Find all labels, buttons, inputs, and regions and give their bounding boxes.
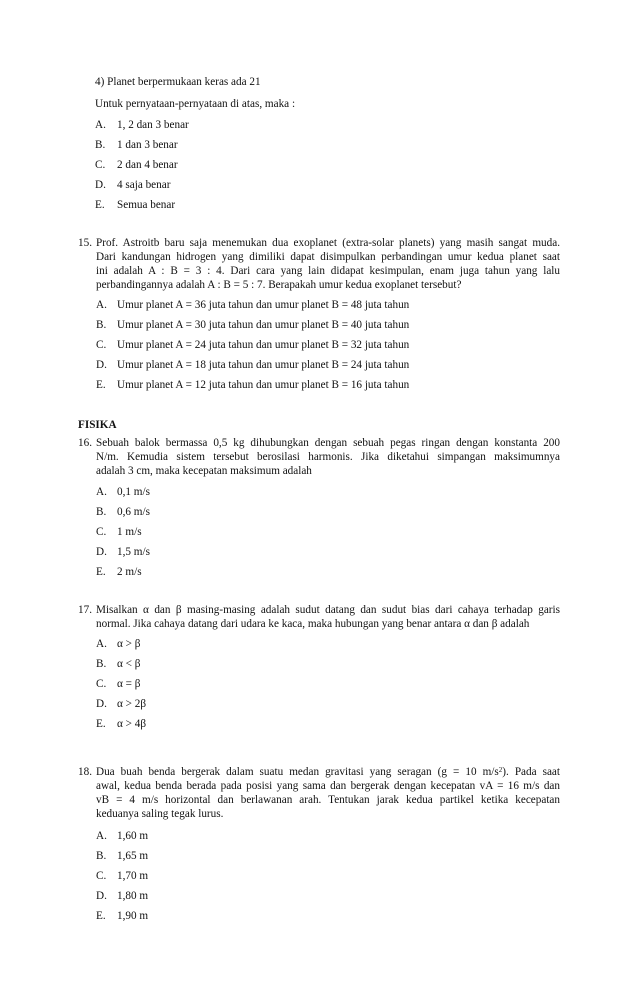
q15-option-c-letter: C. xyxy=(96,339,107,351)
q15-text-line-1: Prof. Astroitb baru saja menemukan dua exoplanet (extra-solar planets) yang masih sangat muda. xyxy=(96,237,560,249)
q16-text-line-1: Sebuah balok bermassa 0,5 kg dihubungkan dengan sebuah pegas ringan dengan konstanta 200 xyxy=(96,437,560,449)
q18-text-line-1 xyxy=(96,765,560,779)
q18-option-c-letter: C. xyxy=(96,870,107,882)
q17-option-e-text: α > 4β xyxy=(117,718,147,730)
q14-option-d-letter: D. xyxy=(95,179,106,191)
q17-option-a-text: α > β xyxy=(117,638,141,650)
q17-option-b-letter: B. xyxy=(96,658,107,670)
q15-option-a-letter: A. xyxy=(96,299,107,311)
q15-option-b-text: Umur planet A = 30 juta tahun dan umur planet B = 40 juta tahun xyxy=(117,319,410,331)
q18-option-d-text: 1,80 m xyxy=(117,890,149,902)
q18-option-c-text: 1,70 m xyxy=(117,870,149,882)
q14-option-c-text: 2 dan 4 benar xyxy=(117,159,178,171)
q14-option-b-text: 1 dan 3 benar xyxy=(117,139,178,151)
q15-option-a-text: Umur planet A = 36 juta tahun dan umur planet B = 48 juta tahun xyxy=(117,299,410,311)
q18-option-a-letter: A. xyxy=(96,830,107,842)
q16-option-d-letter: D. xyxy=(96,546,107,558)
q16-text-line-2: N/m. Kemudia sistem tersebut berosilasi harmonis. Jika diketahui simpangan maksimumnya xyxy=(96,451,560,463)
q16-option-d-text: 1,5 m/s xyxy=(117,546,150,558)
q18-option-a-text: 1,60 m xyxy=(117,830,149,842)
section-heading-fisika: FISIKA xyxy=(78,419,117,431)
q17-text-line-1: Misalkan α dan β masing-masing adalah sudut datang dan sudut bias dari cahaya terhadap garis xyxy=(96,604,560,616)
q16-option-b-letter: B. xyxy=(96,506,107,518)
q15-option-e-letter: E. xyxy=(96,379,106,391)
q15-option-d-letter: D. xyxy=(96,359,107,371)
q17-option-c-letter: C. xyxy=(96,678,107,690)
q17-option-e-letter: E. xyxy=(96,718,106,730)
q17-option-b-text: α < β xyxy=(117,658,141,670)
q15-option-b-letter: B. xyxy=(96,319,107,331)
q14-option-a-text: 1, 2 dan 3 benar xyxy=(117,119,189,131)
q17-option-a-letter: A. xyxy=(96,638,107,650)
q18-line1-pre: Dua buah benda bergerak dalam suatu medan gravitasi yang seragan (g = 10 m/s xyxy=(96,766,499,778)
q18-option-e-text: 1,90 m xyxy=(117,910,149,922)
q14-option-d-text: 4 saja benar xyxy=(117,179,171,191)
q14-option-a-letter: A. xyxy=(95,119,106,131)
q14-option-b-letter: B. xyxy=(95,139,106,151)
q16-text-line-3: adalah 3 cm, maka kecepatan maksimum adalah xyxy=(96,465,312,477)
q16-option-e-letter: E. xyxy=(96,566,106,578)
q15-text-line-3: ini adalah A : B = 3 : 4. Dari cara yang lain didapat kesimpulan, enam juga tahun yang lalu xyxy=(96,265,560,277)
q16-number: 16. xyxy=(78,437,92,449)
q17-text-line-2: normal. Jika cahaya datang dari udara ke kaca, maka hubungan yang benar antara α dan β adalah xyxy=(96,618,530,630)
q17-number: 17. xyxy=(78,604,92,616)
q16-option-e-text: 2 m/s xyxy=(117,566,142,578)
q16-option-b-text: 0,6 m/s xyxy=(117,506,150,518)
q14-option-e-letter: E. xyxy=(95,199,105,211)
q16-option-c-letter: C. xyxy=(96,526,107,538)
q15-option-d-text: Umur planet A = 18 juta tahun dan umur planet B = 24 juta tahun xyxy=(117,359,410,371)
q18-text-line-3: vB = 4 m/s horizontal dan berlawanan arah. Tentukan jarak kedua partikel ketika kecepatan xyxy=(96,794,560,806)
q17-option-d-text: α > 2β xyxy=(117,698,147,710)
q15-text-line-2: Dari kandungan hidrogen yang dimiliki dapat disimpulkan perbandingan umur kedua planet saat xyxy=(96,251,560,263)
q18-text-line-2: awal, kedua benda berada pada posisi yang sama dan bergerak dengan kecepatan vA = 16 m/s dan xyxy=(96,780,560,792)
q17-option-c-text: α = β xyxy=(117,678,141,690)
q18-line1-superscript: 2 xyxy=(498,766,503,774)
q16-option-c-text: 1 m/s xyxy=(117,526,142,538)
q17-option-d-letter: D. xyxy=(96,698,107,710)
q18-line1-post: ). Pada saat xyxy=(502,766,560,778)
q14-option-c-letter: C. xyxy=(95,159,106,171)
q18-option-b-letter: B. xyxy=(96,850,107,862)
q15-option-e-text: Umur planet A = 12 juta tahun dan umur planet B = 16 juta tahun xyxy=(117,379,410,391)
q14-option-e-text: Semua benar xyxy=(117,199,176,211)
q15-number: 15. xyxy=(78,237,92,249)
q14-prompt: Untuk pernyataan-pernyataan di atas, maka : xyxy=(95,98,296,110)
q18-option-b-text: 1,65 m xyxy=(117,850,149,862)
q18-option-d-letter: D. xyxy=(96,890,107,902)
q18-number: 18. xyxy=(78,766,92,778)
q18-text-line-4: keduanya saling tegak lurus. xyxy=(96,808,224,820)
q15-text-line-4: perbandingannya adalah A : B = 5 : 7. Berapakah umur kedua exoplanet tersebut? xyxy=(96,279,462,291)
q18-option-e-letter: E. xyxy=(96,910,106,922)
q16-option-a-letter: A. xyxy=(96,486,107,498)
q15-option-c-text: Umur planet A = 24 juta tahun dan umur planet B = 32 juta tahun xyxy=(117,339,410,351)
q14-statement-4: 4) Planet berpermukaan keras ada 21 xyxy=(95,76,261,88)
q16-option-a-text: 0,1 m/s xyxy=(117,486,150,498)
